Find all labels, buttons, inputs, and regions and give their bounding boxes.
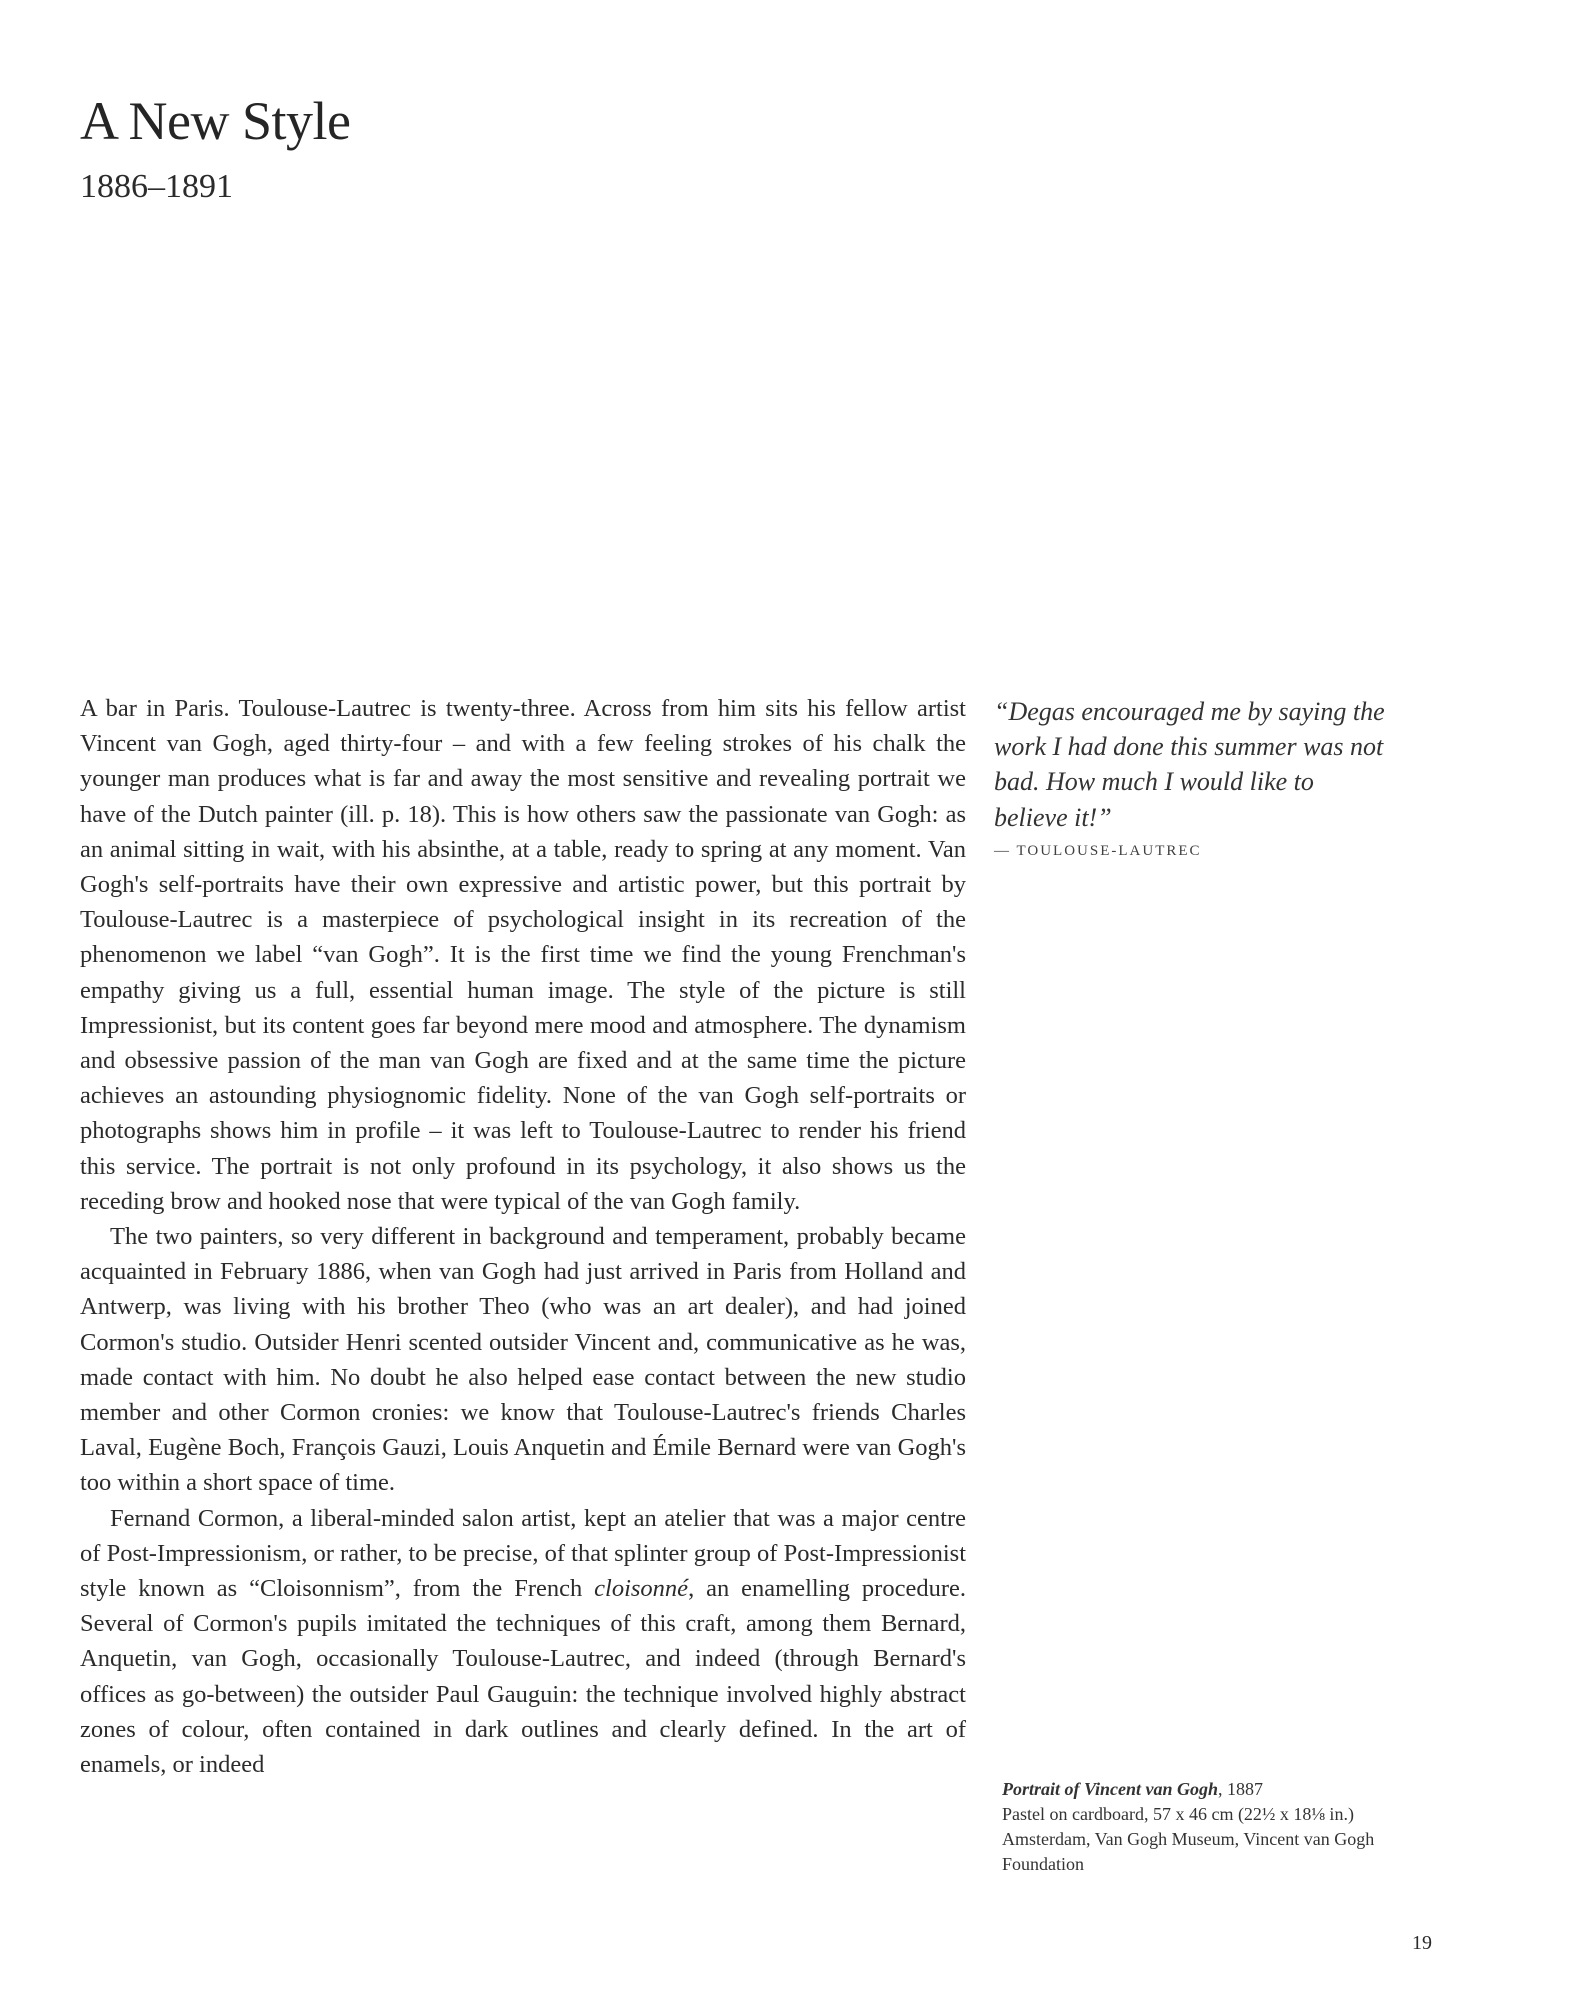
caption-location: Amsterdam, Van Gogh Museum, Vincent van Gogh Foundation (1002, 1829, 1375, 1874)
body-paragraph: The two painters, so very different in background and temperament, probably became acquainted in February 1886, when van Gogh had just arrived in Paris from Holland and Antwerp, was living with his brother Theo (who was an art dealer), and had joined Cormon's studio. Outsider Henri scented outsider Vincent and, communicative as he was, made contact with him. No doubt he also helped ease contact between the new studio member and other Cormon cronies: we know that Toulouse-Lautrec's friends Charles Laval, Eugène Boch, François Gauzi, Louis Anquetin and Émile Bernard were van Gogh's too within a short space of time. (80, 1223, 966, 1497)
chapter-date-range: 1886–1891 (80, 168, 233, 205)
sidebar-quote: “Degas encouraged me by saying the work I had done this summer was not bad. How much I would like to believe it!” (994, 697, 1385, 832)
page-number: 19 (1412, 1932, 1432, 1954)
body-paragraph: A bar in Paris. Toulouse-Lautrec is twenty-three. Across from him sits his fellow artist Vincent van Gogh, aged thirty-four – and with a few feeling strokes of his chalk the younger man produces what is far and away the most sensitive and revealing portrait we have of the Dutch painter (ill. p. 18). This is how others saw the passionate van Gogh: as an animal sitting in wait, with his absinthe, at a table, ready to spring at any moment. Van Gogh's self-portraits have their own expressive and artistic power, but this portrait by Toulouse-Lautrec is a masterpiece of psychological insight in its recreation of the phenomenon we label “van Gogh”. It is the first time we find the young Frenchman's empathy giving us a full, essential human image. The style of the picture is still Impressionist, but its content goes far beyond mere mood and atmosphere. The dynamism and obsessive passion of the man van Gogh are fixed and at the same time the picture achieves an astounding physiognomic fidelity. None of the van Gogh self-portraits or photographs shows him in profile – it was left to Toulouse-Lautrec to render his friend this service. The portrait is not only profound in its psychology, it also shows us the receding brow and hooked nose that were typical of the van Gogh family. (80, 695, 966, 1215)
chapter-title: A New Style (80, 91, 351, 151)
image-caption (1002, 1777, 1422, 1877)
quote-attribution: — TOULOUSE-LAUTREC (994, 843, 1202, 859)
caption-date: , 1887 (1218, 1779, 1264, 1799)
main-text-column (80, 691, 966, 1782)
caption-heading (1002, 1777, 1422, 1802)
paragraph-text: , an enamelling procedure. Several of Cormon's pupils imitated the techniques of this craft, among them Bernard, Anquetin, van Gogh, occasionally Toulouse-Lautrec, and indeed (through Bernard's offices as go-between) the outsider Paul Gauguin: the technique involved highly abstract zones of colour, often contained in dark outlines and clearly defined. In the art of enamels, or indeed (80, 1575, 966, 1779)
italic-term: cloisonné (594, 1575, 689, 1603)
caption-title: Portrait of Vincent van Gogh (1002, 1779, 1219, 1799)
caption-medium: Pastel on cardboard, 57 x 46 cm (22½ x 18⅛ in.) (1002, 1804, 1354, 1824)
body-paragraph (80, 1501, 966, 1783)
paragraph-text: Fernand Cormon, a liberal-minded salon artist, kept an atelier that was a major centre of Post-Impressionism, or rather, to be precise, of that splinter group of Post-Impressionist style known as “Cloisonnism”, from the French (80, 1504, 966, 1603)
